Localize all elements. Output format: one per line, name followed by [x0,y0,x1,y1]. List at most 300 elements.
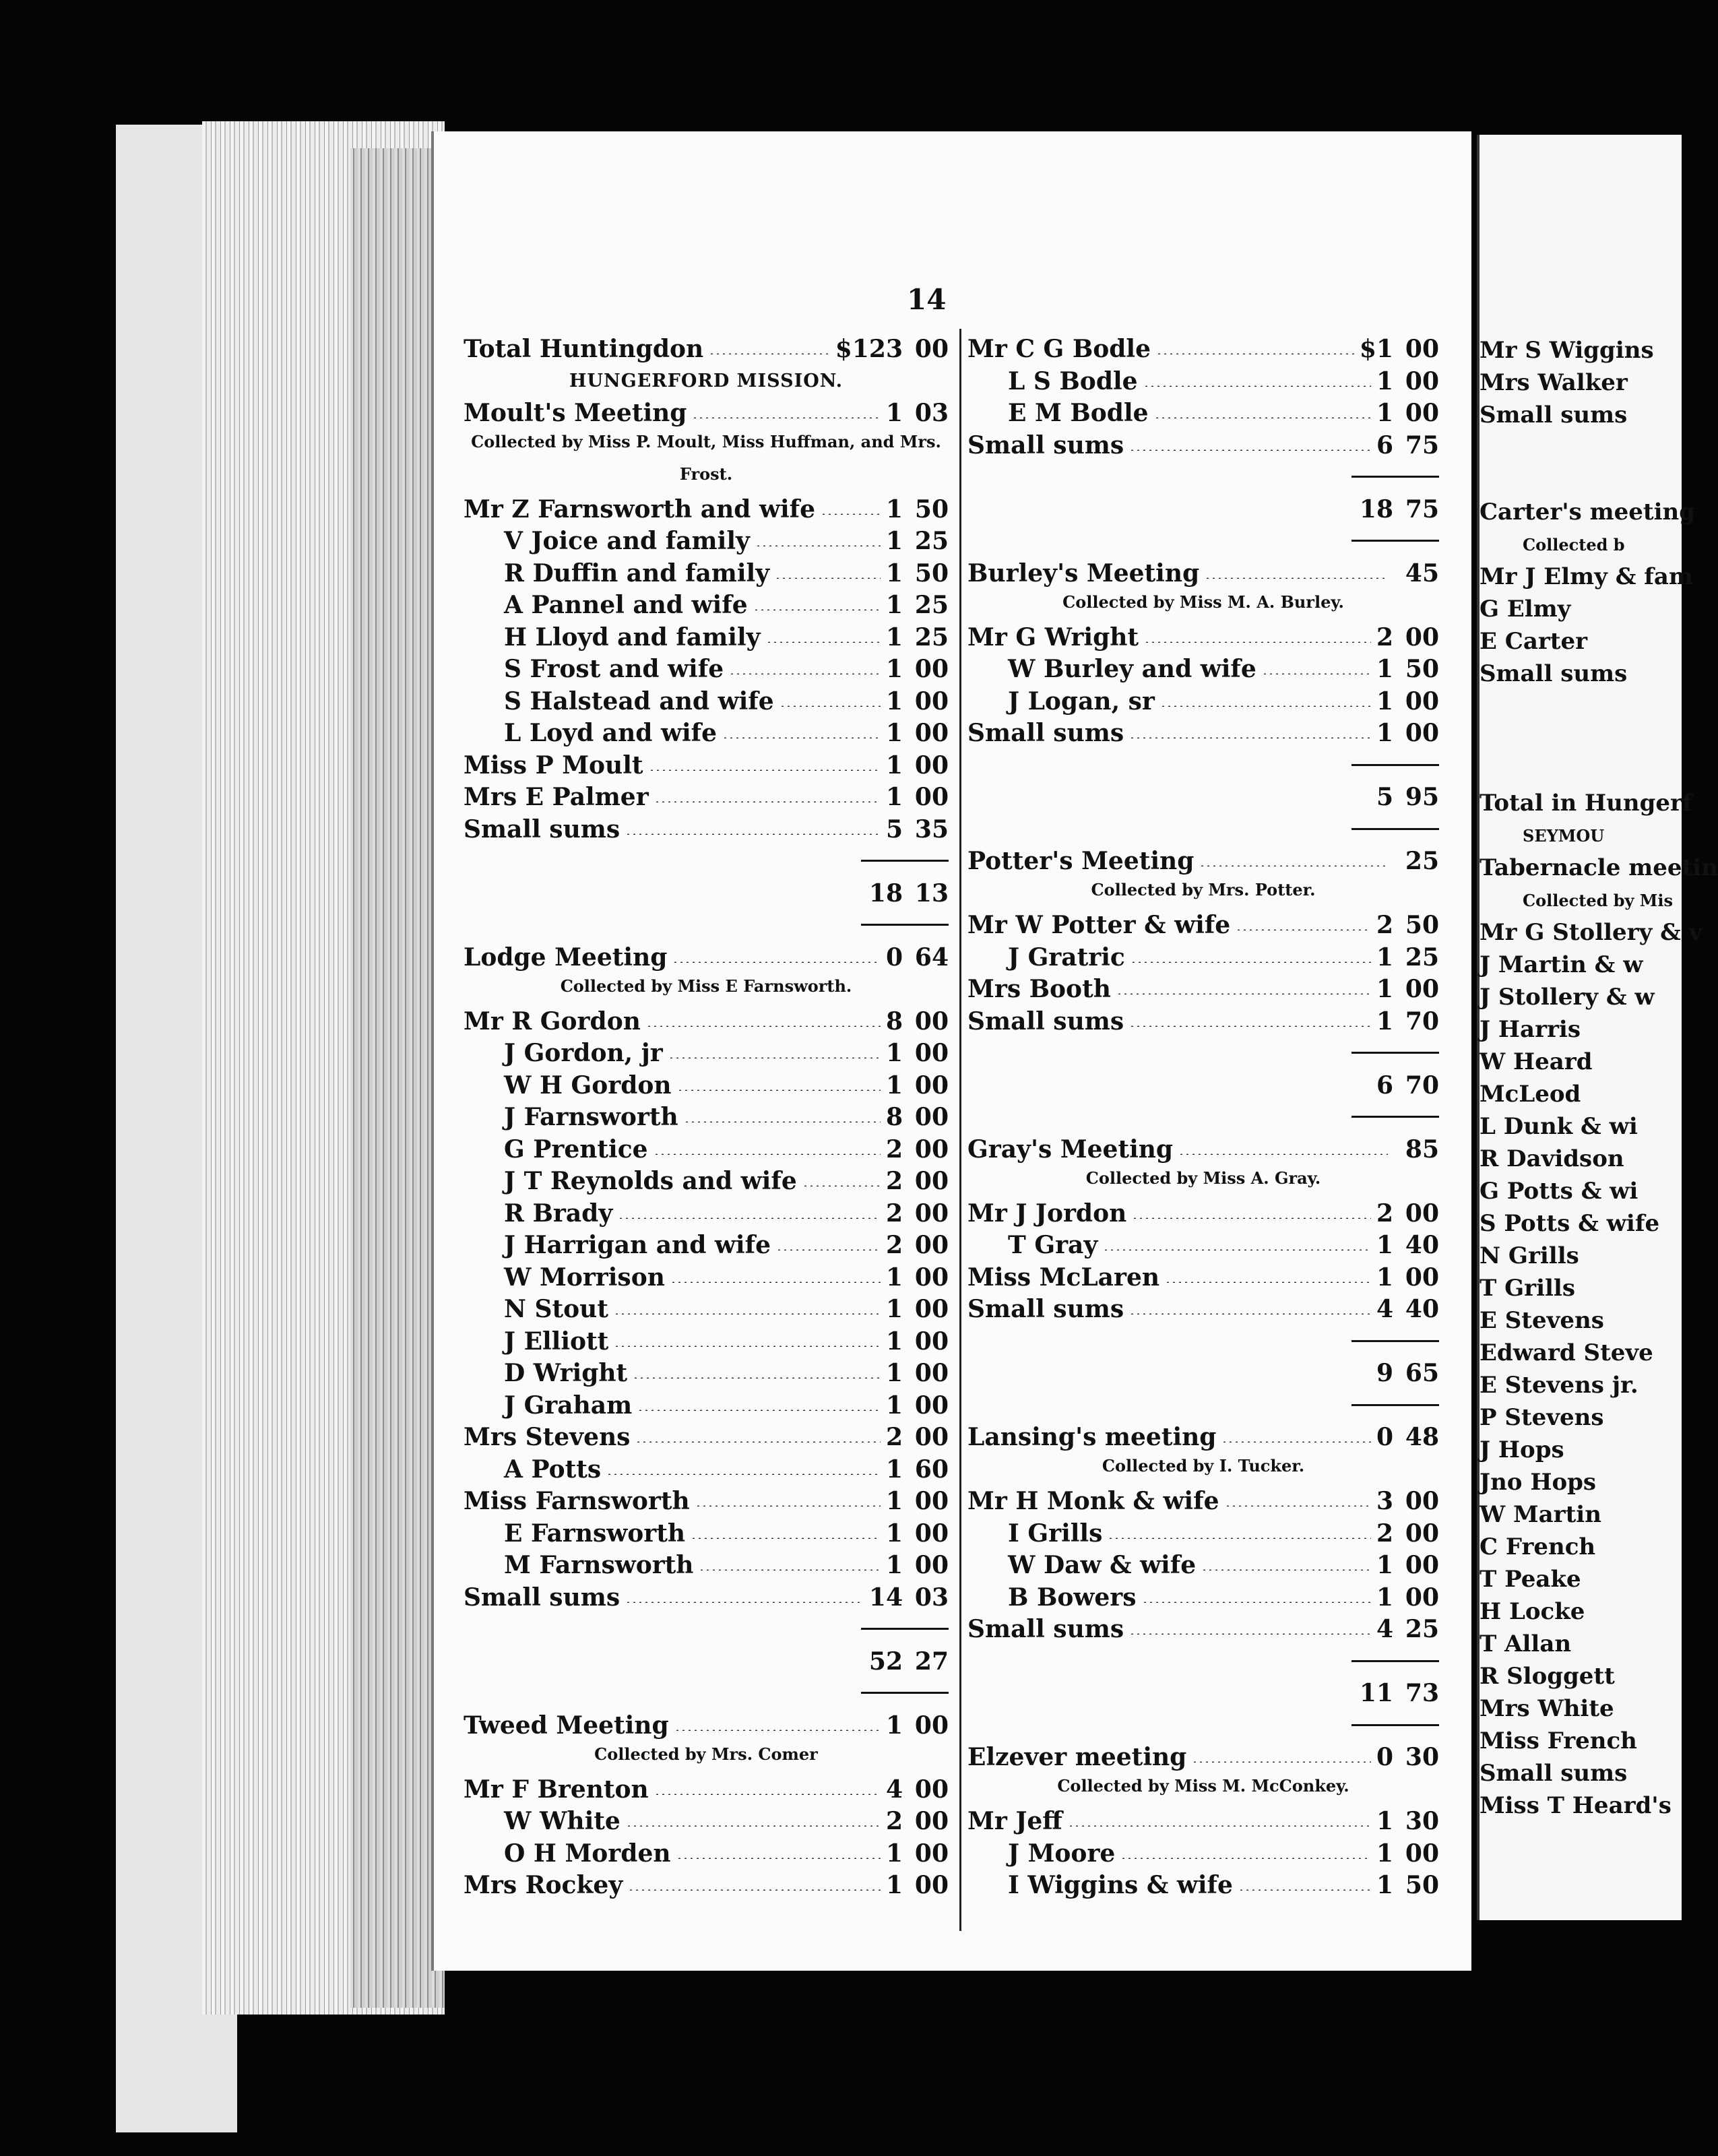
entry-label: J Gratric [1008,943,1125,972]
fragment-label: H Locke [1480,1598,1585,1625]
ledger-entry [967,1744,1439,1771]
entry-dollars: 1 [885,1295,903,1323]
ledger-entry [464,1168,949,1195]
fragment-label: Jno Hops [1480,1469,1597,1496]
entry-dollars: 1 [1376,1551,1393,1579]
entry-cents: 00 [1405,1583,1439,1612]
ledger-entry [464,1232,949,1259]
entry-label: J Logan, sr [1008,687,1155,716]
ledger-entry [464,656,949,683]
note-text: Frost. [679,464,733,484]
subtotal-cents: 65 [1405,1359,1439,1387]
leader-dots [654,801,881,802]
subtotal-row [967,496,1439,523]
entry-label: D Wright [504,1359,628,1387]
ledger-entry [464,1136,949,1163]
entry-label: Mr F Brenton [464,1775,649,1804]
entry-label: Mr R Gordon [464,1007,641,1036]
entry-dollars: 2 [885,1167,903,1195]
entry-cents: 50 [914,559,949,588]
entry-cents: 00 [914,1871,949,1899]
entry-dollars: 1 [1376,1807,1393,1835]
entry-dollars: 2 [885,1135,903,1164]
ledger-entry [464,1776,949,1803]
entry-label: Small sums [967,719,1124,747]
fragment-label: J Hops [1480,1436,1564,1463]
entry-label: Mr G Wright [967,623,1139,652]
entry-cents: 00 [914,783,949,811]
section-heading [464,368,949,395]
ledger-entry-fragment [1480,1501,1668,1528]
entry-cents: 03 [914,1583,949,1612]
entry-dollars: 1 [885,783,903,811]
entry-label: R Brady [504,1199,613,1228]
subtotal-dollars: 18 [1359,495,1393,524]
entry-label: Moult's Meeting [464,399,687,427]
ledger-entry [967,560,1439,587]
entry-dollars: 1 [885,1839,903,1868]
ledger-entry-fragment [1480,1048,1668,1075]
fragment-label: Mr S Wiggins [1480,337,1654,364]
leader-dots [614,1313,881,1314]
entry-cents: 00 [1405,399,1439,427]
entry-cents: 70 [1405,1007,1439,1036]
leader-dots [699,1569,880,1571]
entry-cents: 50 [1405,655,1439,683]
fragment-label: J Martin & w [1480,951,1643,978]
leader-dots [625,1602,864,1603]
entry-dollars: 0 [1376,1423,1393,1451]
entry-cents: 25 [914,623,949,652]
ledger-entry [464,1008,949,1035]
entry-label: Mr Z Farnsworth and wife [464,495,816,524]
subtotal-row [967,1680,1439,1707]
entry-cents: 64 [914,943,949,972]
leader-dots [1129,1313,1371,1314]
ledger-entry-fragment [1480,919,1703,946]
entry-label: Small sums [464,1583,621,1612]
fragment-label: Collected by Mis [1523,890,1673,910]
entry-cents: 40 [1405,1231,1439,1259]
entry-dollars: 1 [885,1039,903,1067]
entry-cents: 00 [914,1007,949,1036]
entry-label: B Bowers [1008,1583,1137,1612]
leader-dots [1160,705,1371,707]
ledger-entry [967,1584,1439,1611]
ledger-entry [464,1392,949,1419]
ledger-entry [464,496,949,523]
note-text: Collected by Miss M. A. Burley. [1062,592,1344,612]
leader-dots [1129,1025,1371,1027]
fragment-label: L Dunk & wi [1480,1113,1638,1140]
ledger-entry-fragment [1480,1469,1668,1496]
ledger-entry-fragment [1480,1081,1668,1108]
entry-cents: 00 [914,687,949,716]
note-text: Collected by Miss A. Gray. [1085,1168,1321,1188]
fragment-label: Collected b [1523,534,1625,554]
fragment-label: R Davidson [1480,1145,1624,1172]
entry-label: W White [504,1807,621,1835]
entry-label: Potter's Meeting [967,847,1195,875]
entry-dollars: 1 [1376,1231,1393,1259]
ledger-entry [464,688,949,715]
sum-rule [1351,1404,1439,1406]
ledger-entry-fragment [1480,1372,1668,1399]
fragment-label: R Sloggett [1480,1663,1615,1690]
ledger-entry-fragment [1480,1242,1668,1269]
leader-dots [766,641,881,643]
ledger-entry-fragment [1480,1210,1668,1237]
entry-cents: 00 [914,335,949,363]
ledger-entry [464,1360,949,1387]
entry-cents: 00 [914,1775,949,1804]
entry-label: Mrs Rockey [464,1871,623,1899]
leader-dots [1225,1505,1371,1507]
ledger-entry [967,1840,1439,1867]
ledger-entry [967,432,1439,459]
entry-cents: 00 [1405,1839,1439,1868]
entry-cents: 25 [1405,943,1439,972]
entry-dollars: 1 [1376,687,1393,716]
fragment-label: Small sums [1480,402,1628,429]
fragment-label: Mr G Stollery & v [1480,919,1703,946]
ledger-entry [967,336,1439,362]
collector-note [967,1776,1439,1796]
fragment-label: P Stevens [1480,1404,1604,1431]
sum-rule [1351,828,1439,830]
ledger-entry [464,1488,949,1515]
ledger-entry-fragment [1480,1275,1668,1302]
leader-dots [1201,1569,1371,1571]
fragment-label: E Carter [1480,628,1588,655]
sum-rule [1351,476,1439,478]
sum-rule [1351,1724,1439,1726]
leader-dots [802,1185,881,1186]
entry-cents: 25 [914,527,949,555]
leader-dots [821,513,881,515]
ledger-entry-fragment [1480,1113,1668,1140]
entry-dollars: 1 [885,399,903,427]
leader-dots [1143,385,1371,387]
entry-label: Miss McLaren [967,1263,1160,1292]
entry-label: Lodge Meeting [464,943,668,972]
fragment-label: Small sums [1480,660,1628,687]
entry-dollars: 8 [885,1007,903,1036]
note-text: Collected by Mrs. Potter. [1091,880,1316,899]
entry-label: Small sums [464,815,621,844]
leader-dots [1129,1633,1371,1635]
entry-label: Small sums [967,1007,1124,1036]
collector-note-fragment [1523,887,1711,914]
fragment-label: E Stevens [1480,1307,1604,1334]
leader-dots [1156,353,1354,354]
entry-dollars: 2 [885,1199,903,1228]
entry-dollars: 1 [885,687,903,716]
leader-dots [614,1345,881,1347]
note-text: Collected by Miss P. Moult, Miss Huffman, and Mrs. [471,432,941,451]
entry-dollars: 1 [885,623,903,652]
entry-cents: 85 [1405,1135,1439,1164]
ledger-entry [464,560,949,587]
ledger-entry [464,336,949,362]
ledger-entry [967,1200,1439,1227]
entry-label: E Farnsworth [504,1519,686,1548]
leader-dots [1221,1441,1370,1442]
leader-dots [684,1121,881,1122]
entry-dollars: 2 [885,1807,903,1835]
ledger-entry-fragment [1480,1016,1668,1043]
leader-dots [780,705,881,707]
entry-label: O H Morden [504,1839,671,1868]
ledger-entry [967,976,1439,1003]
leader-dots [1131,961,1371,963]
ledger-entry [464,944,949,971]
subtotal-dollars: 52 [868,1647,903,1676]
entry-label: Lansing's meeting [967,1423,1217,1451]
ledger-entry-fragment [1480,1533,1668,1560]
leader-dots [722,737,881,738]
ledger-entry [464,1552,949,1579]
leader-dots [1103,1249,1371,1250]
leader-dots [654,1794,881,1795]
ledger-entry-fragment [1480,1436,1668,1463]
entry-label: H Lloyd and family [504,623,761,652]
ledger-entry [464,1104,949,1131]
fragment-label: G Elmy [1480,596,1571,623]
fragment-label: Mrs White [1480,1695,1614,1722]
leader-dots [628,1889,881,1891]
entry-cents: 00 [914,1071,949,1100]
entry-label: A Pannel and wife [504,591,748,619]
leader-dots [672,961,881,963]
ledger-entry [967,1552,1439,1579]
ledger-entry [967,944,1439,971]
leader-dots [646,1025,881,1027]
entry-label: W H Gordon [504,1071,672,1100]
fragment-label: Miss French [1480,1727,1637,1754]
ledger-entry [464,784,949,811]
entry-dollars: 1 [885,527,903,555]
entry-label: Mr H Monk & wife [967,1487,1219,1515]
leader-dots [753,609,881,610]
sum-rule [861,860,949,862]
ledger-entry [464,1072,949,1099]
fragment-label: Carter's meeting [1480,499,1695,526]
ledger-entry [967,688,1439,715]
entry-dollars: 1 [885,1551,903,1579]
entry-label: W Morrison [504,1263,665,1292]
subtotal-dollars: 11 [1359,1679,1393,1707]
fragment-label: T Grills [1480,1275,1575,1302]
ledger-entry [464,1456,949,1483]
ledger-entry [464,720,949,747]
entry-dollars: 1 [885,719,903,747]
entry-cents: 75 [1405,431,1439,459]
entry-cents: 48 [1405,1423,1439,1451]
subtotal-row [967,1072,1439,1099]
leader-dots [1142,1602,1371,1603]
entry-dollars: 2 [885,1231,903,1259]
entry-label: Gray's Meeting [967,1135,1174,1164]
sum-rule [1351,540,1439,542]
ledger-entry [967,656,1439,683]
ledger-entry [967,624,1439,651]
fragment-label: J Stollery & w [1480,984,1655,1011]
entry-dollars: 1 [885,1263,903,1292]
ledger-entry [464,624,949,651]
entry-dollars: 1 [885,495,903,524]
ledger-entry [464,1264,949,1291]
ledger-entry [967,1232,1439,1259]
entry-label: J Elliott [504,1327,609,1356]
entry-cents: 50 [1405,1871,1439,1899]
collector-note [464,432,949,452]
ledger-entry [967,912,1439,939]
entry-cents: 00 [1405,1263,1439,1292]
leader-dots [1144,641,1371,643]
entry-dollars: 1 [1376,1839,1393,1868]
collector-note [464,976,949,996]
entry-cents: 00 [914,1487,949,1515]
entry-cents: 00 [914,1103,949,1131]
ledger-entry [967,1136,1439,1163]
entry-dollars: 1 [1376,367,1393,395]
entry-label: Total Huntingdon [464,335,704,363]
entry-dollars: 3 [1376,1487,1393,1515]
ledger-entry [464,400,949,426]
leader-dots [1120,1858,1371,1859]
entry-dollars: 0 [1376,1743,1393,1771]
entry-cents: 60 [914,1455,949,1484]
entry-cents: 45 [1405,559,1439,588]
entry-cents: 50 [914,495,949,524]
fragment-label: J Harris [1480,1016,1581,1043]
sum-rule [1351,764,1439,766]
ledger-entry-fragment [1480,660,1668,687]
entry-cents: 00 [914,1167,949,1195]
ledger-entry [967,1616,1439,1643]
note-text: Collected by Miss M. McConkey. [1057,1776,1349,1796]
leader-dots [676,1858,881,1859]
ledger-entry-fragment [1480,1307,1668,1334]
leader-dots [1192,1761,1371,1763]
entry-dollars: 1 [1376,975,1393,1003]
entry-cents: 00 [914,751,949,780]
entry-label: J Moore [1008,1839,1116,1868]
entry-label: Mrs E Palmer [464,783,649,811]
ledger-entry-fragment [1480,984,1668,1011]
page-edges-inner [350,148,445,2008]
ledger-entry [464,528,949,554]
subtotal-dollars: 5 [1376,783,1393,811]
entry-label: J T Reynolds and wife [504,1167,797,1195]
ledger-entry-fragment [1480,1404,1668,1431]
entry-cents: 35 [914,815,949,844]
note-text: Collected by I. Tucker. [1102,1456,1305,1476]
leader-dots [1132,1217,1371,1219]
subtotal-row [464,880,949,907]
leader-dots [1238,1889,1371,1891]
leader-dots [677,1089,881,1091]
entry-cents: 00 [914,1295,949,1323]
collector-note-fragment [1523,822,1711,849]
entry-dollars: 4 [885,1775,903,1804]
leader-dots [695,1505,881,1507]
ledger-entry-fragment [1480,628,1668,655]
ledger-entry [464,1328,949,1355]
ledger-entry [967,1008,1439,1035]
ledger-entry-fragment [1480,1566,1668,1593]
leader-dots [1116,993,1371,994]
entry-label: S Frost and wife [504,655,724,683]
leader-dots [1236,929,1371,930]
ledger-entry [464,1808,949,1835]
entry-cents: 00 [1405,1551,1439,1579]
entry-label: Miss P Moult [464,751,643,780]
leader-dots [649,769,881,771]
entry-cents: 00 [914,719,949,747]
collector-note [967,1168,1439,1188]
ledger-entry [464,816,949,843]
entry-cents: 30 [1405,1743,1439,1771]
entry-label: J Graham [504,1391,633,1420]
entry-dollars: 1 [1376,1263,1393,1292]
ledger-entry-fragment [1480,1598,1668,1625]
entry-label: V Joice and family [504,527,750,555]
leader-dots [625,833,881,835]
fragment-label: G Potts & wi [1480,1178,1639,1205]
ledger-entry-fragment [1480,1339,1668,1366]
entry-cents: 00 [1405,623,1439,652]
fragment-label: C French [1480,1533,1596,1560]
ledger-entry-fragment [1480,337,1668,364]
leader-dots [776,1249,881,1250]
ledger-entry [464,1584,949,1611]
sum-rule [1351,1340,1439,1342]
entry-dollars: 1 [1376,943,1393,972]
fragment-label: McLeod [1480,1081,1581,1108]
ledger-entry [967,1520,1439,1547]
entry-label: I Grills [1008,1519,1103,1548]
ledger-entry-fragment [1480,369,1668,396]
entry-dollars: 1 [885,1071,903,1100]
entry-dollars: 1 [885,655,903,683]
ledger-entry [464,1424,949,1451]
subtotal-cents: 27 [914,1647,949,1676]
entry-label: Mr Jeff [967,1807,1062,1835]
fragment-label: SEYMOU [1523,825,1605,846]
subtotal-dollars: 9 [1376,1359,1393,1387]
entry-dollars: 14 [868,1583,903,1612]
collector-note [967,592,1439,612]
entry-dollars: $1 [1359,335,1393,363]
entry-dollars: 8 [885,1103,903,1131]
entry-label: E M Bodle [1008,399,1149,427]
leader-dots [1154,417,1371,418]
note-text: Collected by Miss E Farnsworth. [560,976,852,996]
entry-cents: 25 [1405,847,1439,875]
ledger-entry [967,1296,1439,1323]
ledger-entry-fragment [1480,951,1668,978]
leader-dots [668,1057,881,1058]
entry-cents: 00 [914,1327,949,1356]
leader-dots [637,1409,881,1411]
entry-dollars: 1 [885,559,903,588]
entry-label: S Halstead and wife [504,687,774,716]
sum-rule [1351,1660,1439,1662]
collector-note [967,1456,1439,1476]
subtotal-cents: 75 [1405,495,1439,524]
